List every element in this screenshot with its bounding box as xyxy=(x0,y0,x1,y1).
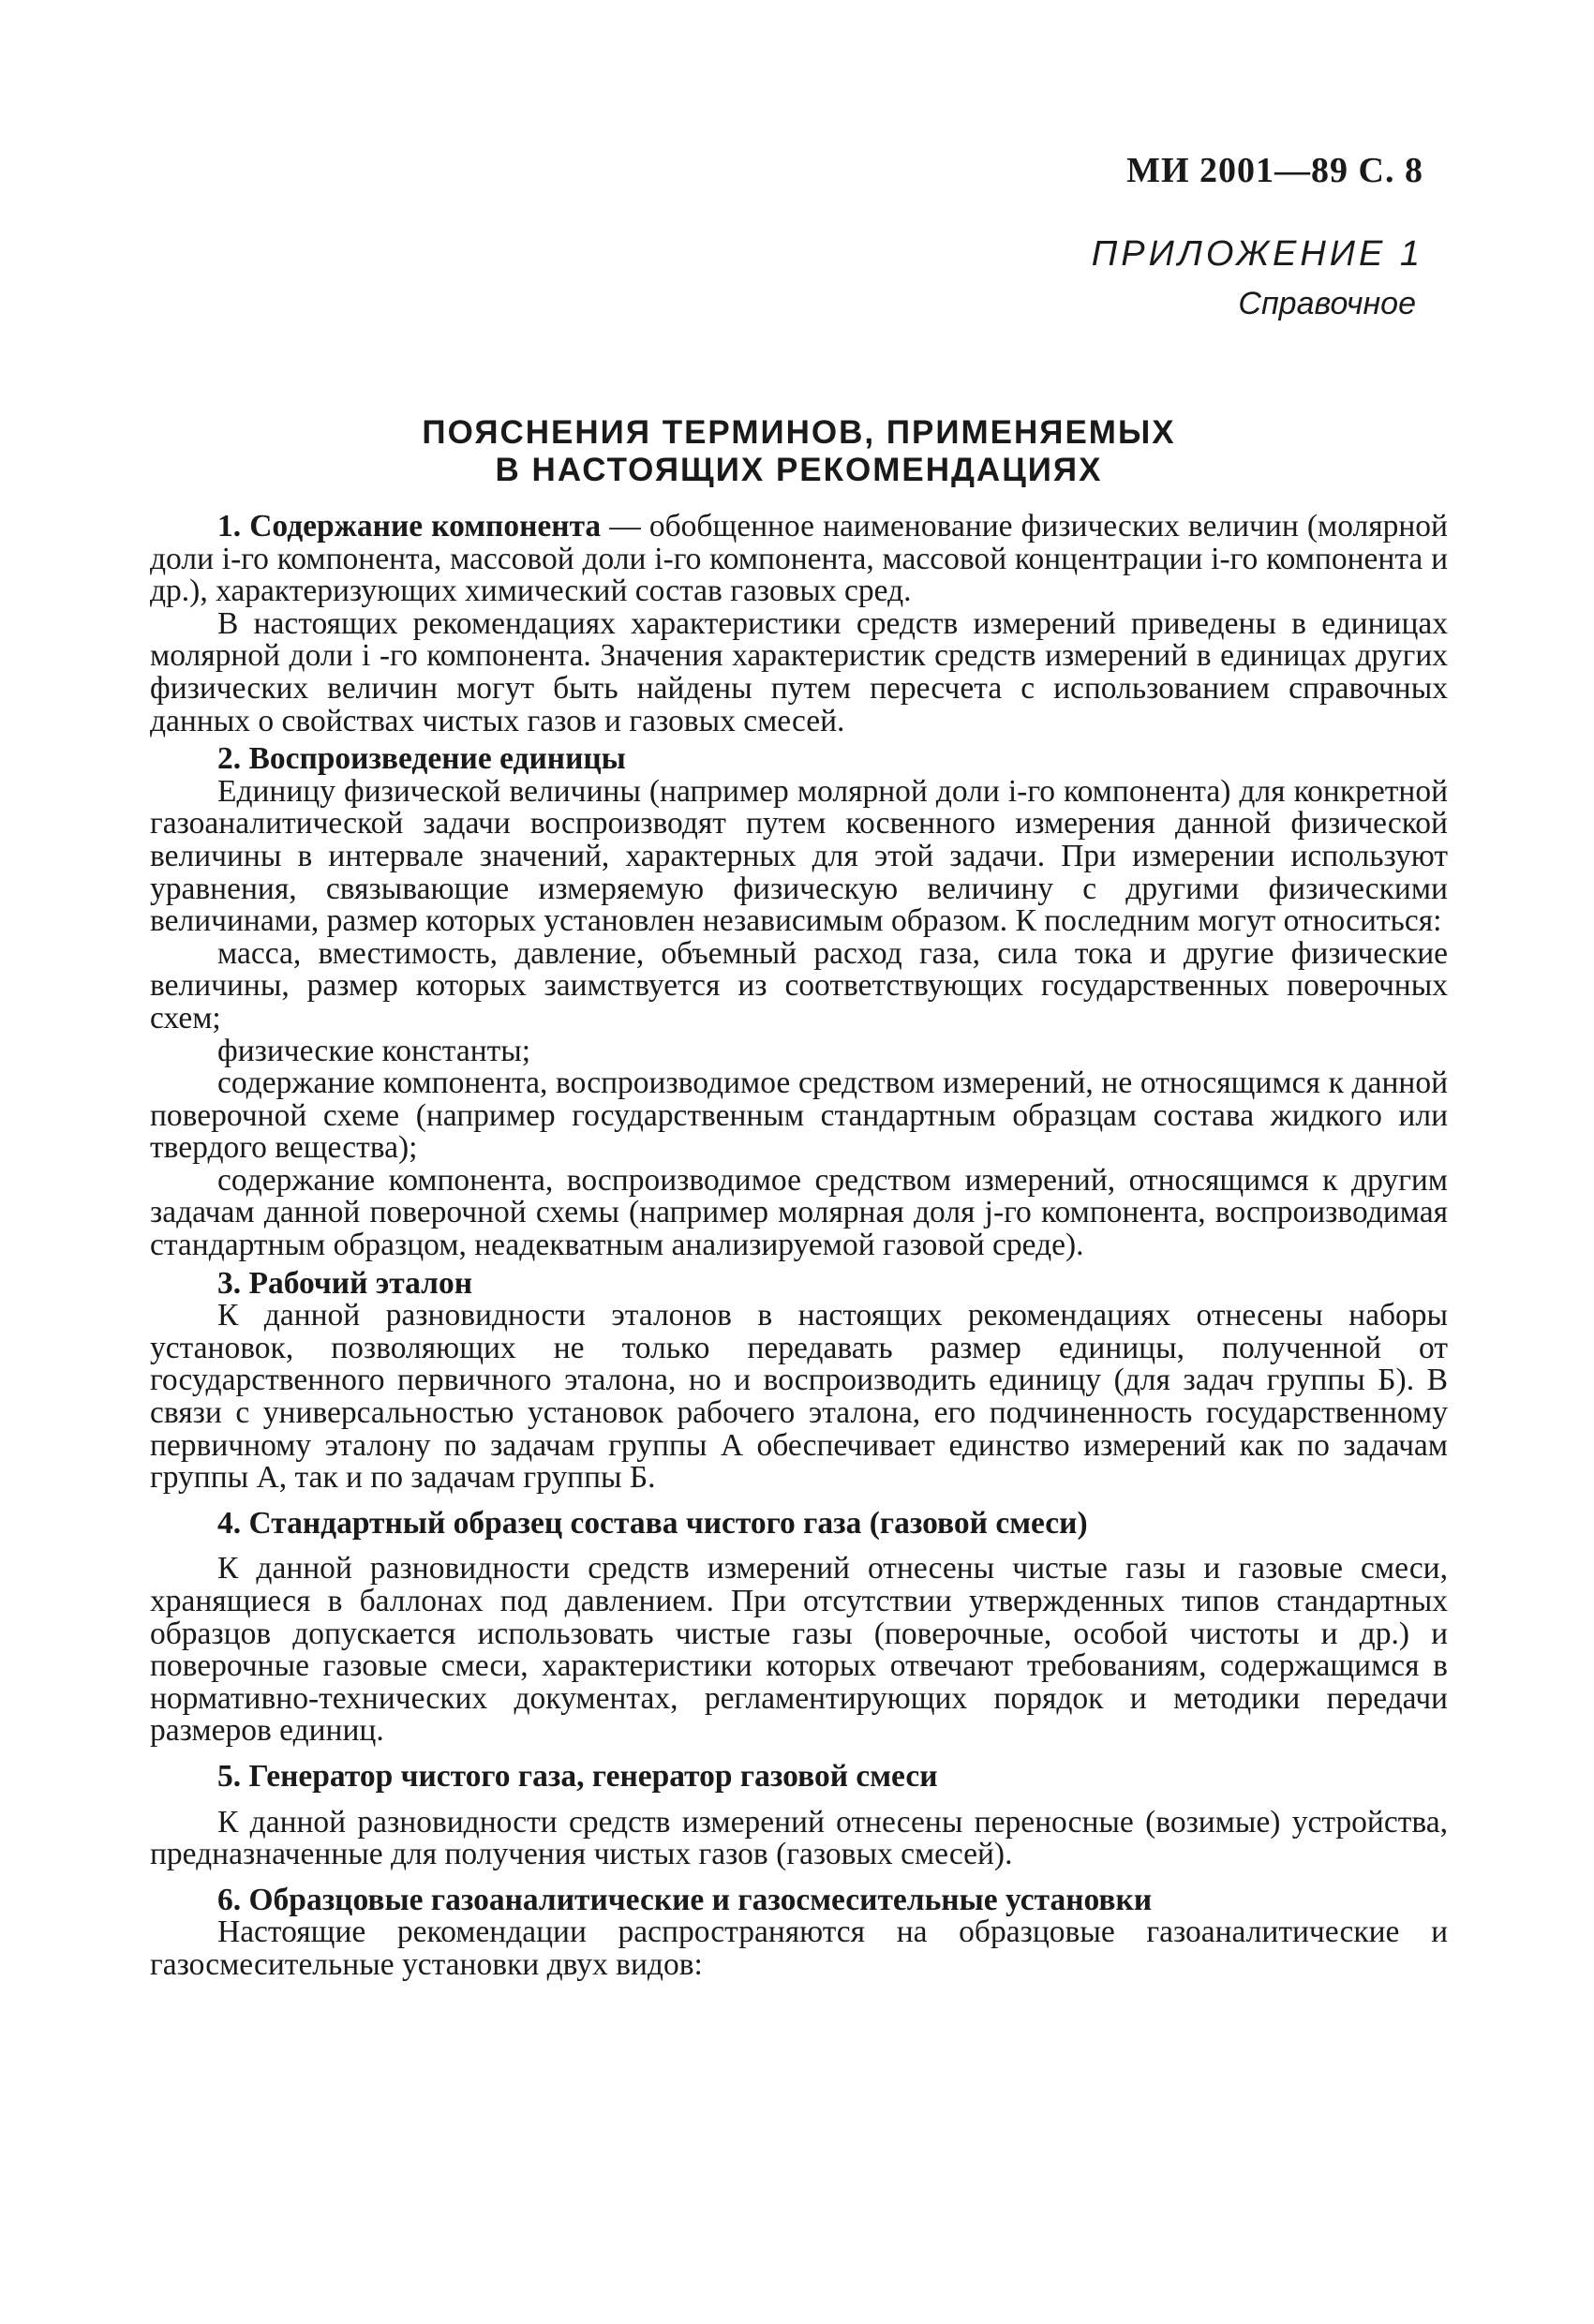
title-line-2: В НАСТОЯЩИХ РЕКОМЕНДАЦИЯХ xyxy=(495,452,1103,488)
section-2-paragraph-4: содержание компонента, воспроизводимое средством измерений, не относящимся к данной поверочной схеме (например государственным стандартным образцам состава жидкого или твердого вещества); xyxy=(150,1065,1448,1166)
section-1-paragraph-1 xyxy=(150,511,1448,608)
title-line-1: ПОЯСНЕНИЯ ТЕРМИНОВ, ПРИМЕНЯЕМЫХ xyxy=(422,414,1176,451)
section-2-heading: 2. Воспроизведение единицы xyxy=(217,741,626,777)
document-id: МИ 2001—89 С. 8 xyxy=(1126,151,1423,190)
section-3-heading: 3. Рабочий эталон xyxy=(217,1265,473,1301)
section-3-paragraph-1: К данной разновидности эталонов в настоящих рекомендациях отнесены наборы установок, позволяющих не только передавать размер единицы, полученной от государственного первичного эталона, но и воспроизводить единицу (для задач группы Б). В связи с универсальностью установок рабочего эталона, его подчиненность государственному первичному эталону по задачам группы А обеспечивает единство измерений как по задачам группы А, так и по задачам группы Б. xyxy=(150,1298,1448,1496)
section-2-paragraph-3: физические константы; xyxy=(217,1033,531,1068)
appendix-label: ПРИЛОЖЕНИЕ 1 xyxy=(1091,234,1423,274)
section-2-paragraph-2: масса, вместимость, давление, объемный расход газа, сила тока и другие физические величины, размер которых заимствуется из соответствующих государственных поверочных схем; xyxy=(150,935,1448,1035)
section-6-heading: 6. Образцовые газоаналитические и газосмесительные установки xyxy=(217,1882,1153,1917)
section-4-paragraph-1: К данной разновидности средств измерений отнесены чистые газы и газовые смеси, хранящиеся в баллонах под давлением. При отсутствии утвержденных типов стандартных образцов допускается использовать чистые газы (поверочные, особой чистоты и др.) и поверочные газовые смеси, характеристики которых отвечают требованиям, содержащимся в нормативно-технических документах, регламентирующих порядок и методики передачи размеров единиц. xyxy=(150,1551,1448,1749)
section-2-paragraph-1: Единицу физической величины (например молярной доли i-го компонента) для конкретной газоаналитической задачи воспроизводят путем косвенного измерения данной физической величины в интервале значений, характерных для этой задачи. При измерении используют уравнения, связывающие измеряемую физическую величину с другими физическими величинами, размер которых установлен независимым образом. К последним могут относиться: xyxy=(150,773,1448,939)
section-2-paragraph-5: содержание компонента, воспроизводимое средством измерений, относящимся к другим задачам данной поверочной схемы (например молярная доля j-го компонента, воспроизводимая стандартным образцом, неадекватным анализируемой газовой среде). xyxy=(150,1162,1448,1263)
section-5-paragraph-1: К данной разновидности средств измерений отнесены переносные (возимые) устройства, предназначенные для получения чистых газов (газовых смесей). xyxy=(150,1804,1448,1872)
section-6-paragraph-1: Настоящие рекомендации распространяются на образцовые газоаналитические и газосмесительные установки двух видов: xyxy=(150,1914,1448,1982)
appendix-type: Справочное xyxy=(1238,286,1416,321)
section-1-heading: 1. Содержание компонента xyxy=(217,509,602,544)
page-title xyxy=(150,414,1448,489)
section-5-heading: 5. Генератор чистого газа, генератор газовой смеси xyxy=(217,1758,938,1794)
section-1-paragraph-2: В настоящих рекомендациях характеристики средств измерений приведены в единицах молярной доли i -го компонента. Значения характеристик средств измерений в единицах других физических величин могут быть найдены путем пересчета с использованием справочных данных о свойствах чистых газов и газовых смесей. xyxy=(150,605,1448,738)
section-1-definition: — обобщенное наименование физических величин (молярной доли i-го компонента, массовой доли i-го компонента, массовой концентрации i-го компонента и др.), характеризующих химический состав газовых сред. xyxy=(150,509,1448,609)
document-body xyxy=(150,511,1448,1982)
section-4-heading: 4. Стандартный образец состава чистого газа (газовой смеси) xyxy=(217,1505,1088,1541)
